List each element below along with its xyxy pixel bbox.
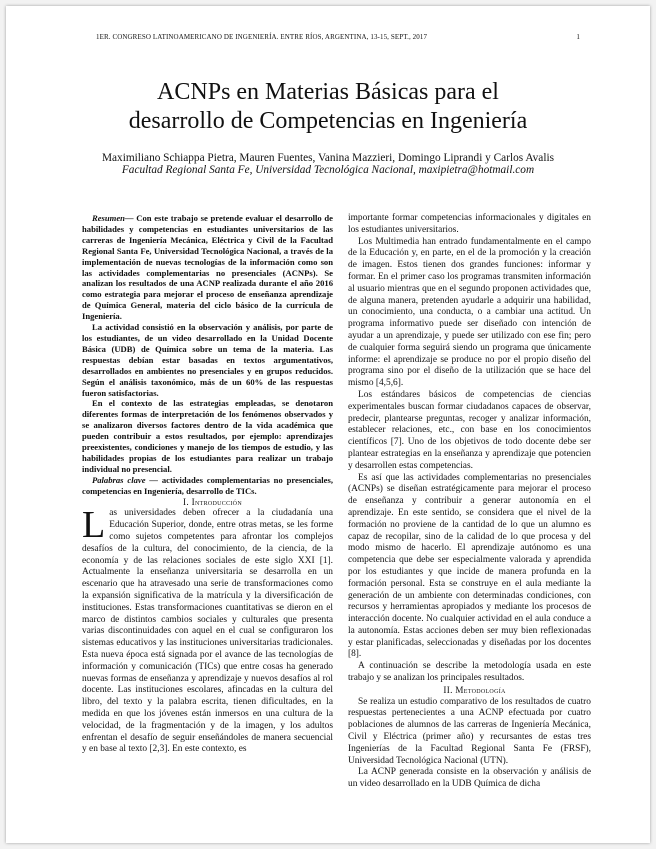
author-list: Maximiliano Schiappa Pietra, Mauren Fuentes, Vanina Mazzieri, Domingo Liprandi y Carlos Avalis: [102, 152, 554, 164]
keywords: [82, 475, 333, 497]
abstract-text-1: Con este trabajo se pretende evaluar el desarrollo de habilidades y competencias en estudiantes universitarios de las carreras de Ingeniería Mecánica, Eléctrica y Civil de la Facultad Regional Santa Fe, Universidad Tecnológica Nacional, a través de la implementación de nuevas tecnologías de la información como son las actividades complementarias no presenciales (ACNPs). Se analizan los resultados de una ACNP realizada durante el año 2016 como estrategia para mejorar el proceso de enseñanza aprendizaje de Química General, materia del ciclo básico de la currícula de Ingeniería.: [82, 213, 333, 322]
intro-paragraph-1: [82, 504, 333, 756]
affiliation: Facultad Regional Santa Fe, Universidad Tecnológica Nacional, maxipietra@hotmail.com: [121, 164, 535, 176]
abstract: [82, 213, 333, 497]
page-number: 1: [576, 33, 580, 41]
abstract-paragraph-2: La actividad consistió en la observación y análisis, por parte de los estudiantes, de un video desarrollado en la Unidad Docente Básica (UDB) de Química sobre un tema de la materia. Las respuestas debían estar basadas en textos argumentativos, desarrollados en ambientes no presenciales y en grupos reducidos. Según el análisis taxonómico, más de un 60% de las respuestas fueron satisfactorias.: [82, 322, 333, 398]
abstract-paragraph-1: [82, 213, 333, 322]
paper-page: [6, 6, 650, 843]
running-header: [96, 33, 580, 41]
section-title-methodology: Metodología: [455, 684, 506, 695]
right-column: [348, 213, 591, 838]
keywords-label: Palabras clave —: [92, 474, 158, 485]
paper-title: [6, 78, 650, 136]
intro-text-1: as universidades deben ofrecer a la ciudadanía una Educación Superior, donde, entre otras metas, se les forme como sujetos competentes para afrontar los complejos desafíos de la cultura, del conocimiento, de la ciencia, de la economía y de las relaciones sociales de este siglo XXI [1]. Actualmente la enseñanza universitaria se desarrolla en un escenario que ha atravesado una serie de transformaciones como la expansión significativa de la matrícula y la diversificación de instituciones. Estas transformaciones cuantitativas se dieron en el marco de distintos cambios sociales y culturales que presenta varias discontinuidades con aquel en el cual se configuraron los sistemas educativos y las instituciones universitarias tradicionales. Esta nueva época está signada por el avance de las tecnologías de información y comunicación (TICs) que entre cosas ha generado nuevas formas de enseñanza y aprendizaje y nuevos desafíos al rol docente. Las instituciones escolares, afincadas en la cultura del libro, del texto y la palabra escrita, tienen dificultades, en la medida en que los jóvenes están inmersos en una cultura de la velocidad, de la fragmentación y de la imagen, y los adultos enfrentan el desafío de seguir enseñándoles de manera secuencial y en base al texto [2,3]. En este contexto, es: [82, 508, 333, 755]
title-line-1: ACNPs en Materias Básicas para el: [157, 79, 499, 105]
conference-header: 1ER. CONGRESO LATINOAMERICANO DE INGENIERÍA. ENTRE RÍOS, ARGENTINA, 13-15, SEPT., 2017: [96, 33, 428, 41]
keywords-text: actividades complementarias no presenciales, competencias en Ingeniería, desarrollo de TICs.: [82, 474, 333, 496]
intro-paragraph-4: Es así que las actividades complementarias no presenciales (ACNPs) se diseñan estratégicamente para mejorar el proceso de enseñanza y contribuir a generar autonomía en el aprendizaje. En este sentido, se considera que el nivel de la formación no proviene de la cantidad de lo que un alumno es capaz de recopilar, sino de la calidad de lo que procesa y del modo mismo de hacerlo. El aprendizaje autónomo es una competencia que debe ser especialmente valorada y aprendida por los estudiantes y que incide de manera profunda en la formación personal. Esta se construye en el aula mediante la generación de un ambiente con determinadas condiciones, con recursos y herramientas apropiados y mediante los procesos de interacción docente. No cualquier actividad en el aula conduce a la autonomía. Estas acciones deben ser muy bien reflexionadas y estar planificadas, seleccionadas y diseñadas por los docentes [8].: [348, 472, 591, 660]
section-heading-methodology: [348, 685, 591, 697]
section-title-introduction: Introducción: [191, 496, 242, 507]
abstract-paragraph-3: En el contexto de las estrategias empleadas, se denotaron diferentes formas de interpretación de los fenómenos observados y se analizaron diversos factores dentro de la vida académica que pueden contribuir a estos resultados, por ejemplo: aprendizajes preexistentes, condiciones y manejo de los tiempos de estudio, y las habilidades propias de los estudiantes para realizar un trabajo individual no presencial.: [82, 398, 333, 474]
section-heading-introduction: [82, 497, 333, 509]
left-column: [82, 213, 333, 838]
abstract-label: Resumen—: [92, 213, 134, 223]
method-paragraph-2: La ACNP generada consiste en la observación y análisis de un video desarrollado en la UDB Química de dicha: [348, 767, 591, 790]
intro-paragraph-2: Los Multimedia han entrado fundamentalmente en el campo de la Educación y, en parte, en el de la promoción y la creación de imagen. Estos tienen dos grandes funciones: informar y formar. En el primer caso los programas transmiten información al usuario mientras que en el segundo proponen actividades que, de alguna manera, pretenden ayudarle a adquirir una habilidad, un conocimiento, una conducta, o a cambiar una actitud. Un programa informativo puede ser diseñado con intención de ayudar a un aprendizaje, y puede ser utilizado con ese fin; pero de cualquier forma seguirá siendo un programa que únicamente informe: el aprendizaje se produce no por el propio diseño del programa sino por el diseño de la utilización que se hace del mismo [4,5,6].: [348, 236, 591, 389]
intro-paragraph-1-continued: importante formar competencias informacionales y digitales en los estudiantes universitarios.: [348, 213, 591, 235]
section-number-introduction: I.: [183, 496, 190, 507]
method-paragraph-1: Se realiza un estudio comparativo de los resultados de cuatro respuestas pertenecientes a una ACNP efectuada por cuatro poblaciones de alumnos de las carreras de Ingeniería Mecánica, Civil y Eléctrica (primer año) y recursantes de estas tres Ingenierías de la Facultad Regional Santa Fe (FRSF), Universidad Tecnológica Nacional (UTN).: [348, 696, 591, 766]
drop-cap: L: [82, 504, 106, 547]
title-line-2: desarrollo de Competencias en Ingeniería: [128, 108, 528, 134]
intro-paragraph-5: A continuación se describe la metodología usada en este trabajo y se analizan los principales resultados.: [348, 661, 591, 684]
intro-paragraph-3: Los estándares básicos de competencias de ciencias experimentales buscan formar ciudadanos capaces de observar, predecir, plantearse preguntas, recoger y analizar información, establecer relaciones, etc., con base en los conocimientos científicos [7]. Uno de los objetivos de todo docente debe ser plantear estrategias en la enseñanza y aprendizaje que potencien y desarrollen estas competencias.: [348, 389, 591, 471]
section-number-methodology: II.: [443, 684, 453, 695]
